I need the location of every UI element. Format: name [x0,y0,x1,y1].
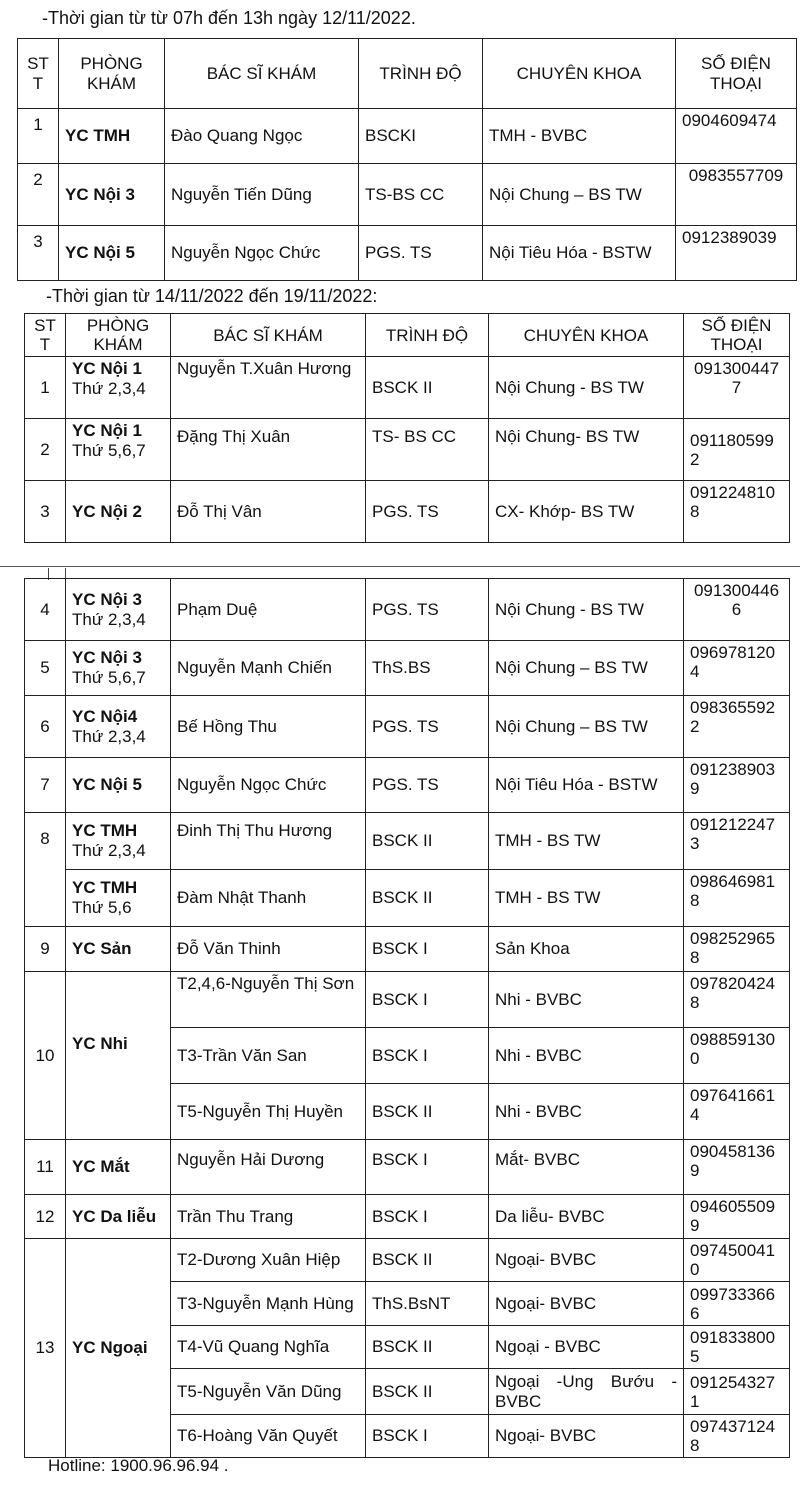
table-row [25,1239,790,1282]
table-row [25,972,790,1028]
room-days: Thứ 2,3,4 [72,609,146,629]
level-cell: PGS. TS [366,696,489,758]
table-row [25,927,790,972]
doctor-cell: T2,4,6-Nguyễn Thị Sơn [171,972,366,1028]
stt-cell: 3 [25,481,66,543]
doctor-cell: Đỗ Thị Vân [171,481,366,543]
room-cell [66,696,171,758]
header-level: TRÌNH ĐỘ [359,39,483,109]
specialty-cell: Ngoại- BVBC [489,1282,684,1326]
specialty-cell: Nội Chung- BS TW [489,419,684,481]
phone-cell: 0912248108 [684,481,790,543]
level-cell: PGS. TS [366,758,489,813]
specialty-cell: Nội Tiêu Hóa - BSTW [483,226,676,281]
phone-cell: 0986469818 [684,870,790,927]
room-cell [66,357,171,419]
table-row [25,813,790,870]
level-cell: ThS.BsNT [366,1282,489,1326]
stt-cell: 6 [25,696,66,758]
header-specialty: CHUYÊN KHOA [489,314,684,357]
phone-cell: 0913004477 [684,357,790,419]
specialty-cell: Ngoại- BVBC [489,1415,684,1458]
phone-cell: 0969781204 [684,641,790,696]
room-name: YC Mắt [72,1157,130,1177]
room-name: YC Nội 5 [72,775,142,795]
phone-cell: 0983557709 [676,164,797,226]
doctor-cell: Nguyễn Hải Dương [171,1140,366,1195]
room-name: YC Sản [72,939,132,959]
phone-cell: 0974371248 [684,1415,790,1458]
doctor-cell: Trần Thu Trang [171,1195,366,1239]
table-row [25,758,790,813]
room-name: YC Nội 1 [72,359,142,379]
stt-cell: 8 [25,813,66,927]
level-cell: BSCK I [366,1028,489,1084]
doctor-cell: T6-Hoàng Văn Quyết [171,1415,366,1458]
doctor-cell: T3-Trần Văn San [171,1028,366,1084]
specialty-cell: TMH - BS TW [489,813,684,870]
level-cell: BSCK II [366,1326,489,1369]
room-days: Thứ 2,3,4 [72,841,146,860]
room-name: YC Nội 3 [65,184,135,204]
room-cell [66,972,171,1140]
stt-cell: 3 [18,226,59,281]
doctor-cell: Đinh Thị Thu Hương [171,813,366,870]
room-name: YC Nội 3 [72,589,142,609]
stt-cell: 4 [25,579,66,641]
phone-cell: 0978204248 [684,972,790,1028]
phone-cell: 0912389039 [676,226,797,281]
room-cell [66,813,171,870]
hotline-text: Hotline: 1900.96.96.94 . [48,1456,229,1475]
room-name: YC Da liễu [72,1206,157,1226]
table-row [25,1140,790,1195]
level-cell: PGS. TS [366,579,489,641]
doctor-cell: Đỗ Văn Thinh [171,927,366,972]
level-cell: BSCK I [366,1195,489,1239]
table-row [18,164,797,226]
room-cell [59,164,165,226]
stt-cell: 2 [18,164,59,226]
header-room: PHÒNG KHÁM [59,39,165,109]
table-row [25,579,790,641]
stt-cell: 1 [25,357,66,419]
specialty-cell: Nội Chung – BS TW [489,641,684,696]
specialty-cell: TMH - BS TW [489,870,684,927]
doctor-cell: Đặng Thị Xuân [171,419,366,481]
specialty-cell: Ngoại - BVBC [489,1326,684,1369]
level-cell: PGS. TS [366,481,489,543]
room-cell [66,1140,171,1195]
room-cell [59,226,165,281]
phone-cell: 0976416614 [684,1084,790,1140]
specialty-cell: CX- Khớp- BS TW [489,481,684,543]
phone-cell: 0904609474 [676,109,797,164]
table-row [18,109,797,164]
level-cell: BSCK I [366,1415,489,1458]
room-cell [66,927,171,972]
specialty-cell: TMH - BVBC [483,109,676,164]
phone-cell: 0912122473 [684,813,790,870]
room-name: YC Nội 3 [72,648,142,668]
room-days: Thứ 5,6,7 [72,440,146,460]
schedule-table-1 [17,38,797,281]
specialty-cell: Ngoại -Ung Bướu - BVBC [489,1369,684,1415]
specialty-cell: Nội Chung – BS TW [483,164,676,226]
room-days: Thứ 2,3,4 [72,378,146,398]
table-row [25,870,790,927]
specialty-cell: Nội Chung - BS TW [489,357,684,419]
level-cell: TS- BS CC [366,419,489,481]
level-cell: BSCK II [366,1239,489,1282]
phone-cell: 0982529658 [684,927,790,972]
room-name: YC Nội4 [72,706,138,726]
table-header-row [18,39,797,109]
table-row [25,357,790,419]
level-cell: ThS.BS [366,641,489,696]
specialty-cell: Da liễu- BVBC [489,1195,684,1239]
room-cell [66,641,171,696]
stt-cell: 2 [25,419,66,481]
doctor-cell: T4-Vũ Quang Nghĩa [171,1326,366,1369]
doctor-cell: T2-Dương Xuân Hiệp [171,1239,366,1282]
doctor-cell: Nguyễn Ngọc Chức [171,758,366,813]
phone-cell: 0997333666 [684,1282,790,1326]
stt-cell: 5 [25,641,66,696]
header-level: TRÌNH ĐỘ [366,314,489,357]
specialty-cell: Nội Chung - BS TW [489,579,684,641]
header-phone: SỐ ĐIỆN THOẠI [684,314,790,357]
phone-cell: 0904581369 [684,1140,790,1195]
specialty-cell: Mắt- BVBC [489,1140,684,1195]
table-row [25,481,790,543]
stt-cell: 11 [25,1140,66,1195]
doctor-cell: Nguyễn T.Xuân Hương [171,357,366,419]
room-days: Thứ 5,6,7 [72,668,146,687]
doctor-cell: T3-Nguyễn Mạnh Hùng [171,1282,366,1326]
level-cell: BSCK II [366,1369,489,1415]
phone-cell: 0911805992 [684,419,790,481]
schedule-table-2 [24,313,790,543]
doctor-cell: Đào Quang Ngọc [165,109,359,164]
room-days: Thứ 2,3,4 [72,726,146,746]
room-cell [66,870,171,927]
room-name: YC Nội 2 [72,501,142,521]
room-name: YC TMH [65,126,131,146]
room-days: Thứ 5,6 [72,898,132,917]
table-row [25,641,790,696]
doctor-cell: Bế Hồng Thu [171,696,366,758]
room-name: YC Nhi [72,1034,128,1053]
phone-cell: 0946055099 [684,1195,790,1239]
room-name: YC Nội 5 [65,243,135,263]
doctor-cell: T5-Nguyễn Văn Dũng [171,1369,366,1415]
stt-cell: 9 [25,927,66,972]
stt-cell: 12 [25,1195,66,1239]
room-cell [66,579,171,641]
table-row [18,226,797,281]
doctor-cell: T5-Nguyễn Thị Huyền [171,1084,366,1140]
level-cell: BSCK I [366,927,489,972]
stt-cell: 13 [25,1239,66,1458]
specialty-cell: Nội Tiêu Hóa - BSTW [489,758,684,813]
table-row [25,1195,790,1239]
table-header-row [25,314,790,357]
level-cell: BSCK II [366,1084,489,1140]
room-name: YC TMH [72,878,138,898]
doctor-cell: Nguyễn Tiến Dũng [165,164,359,226]
page-break-line [0,566,800,567]
section1-heading: -Thời gian từ từ 07h đến 13h ngày 12/11/2022. [42,8,416,28]
header-doctor: BÁC SĨ KHÁM [171,314,366,357]
room-cell [66,1195,171,1239]
header-specialty: CHUYÊN KHOA [483,39,676,109]
level-cell: BSCK I [366,972,489,1028]
section2-heading: -Thời gian từ 14/11/2022 đến 19/11/2022: [46,286,378,306]
specialty-cell: Nhi - BVBC [489,1028,684,1084]
level-cell: TS-BS CC [359,164,483,226]
level-cell: BSCKI [359,109,483,164]
room-name: YC Nội 1 [72,421,142,441]
phone-cell: 0912543271 [684,1369,790,1415]
header-stt: ST T [25,314,66,357]
header-doctor: BÁC SĨ KHÁM [165,39,359,109]
stt-cell: 7 [25,758,66,813]
doctor-cell: Phạm Duệ [171,579,366,641]
phone-cell: 0913004466 [684,579,790,641]
room-cell [59,109,165,164]
specialty-cell: Ngoại- BVBC [489,1239,684,1282]
doctor-cell: Nguyễn Mạnh Chiến [171,641,366,696]
table-row [25,696,790,758]
doctor-cell: Đàm Nhật Thanh [171,870,366,927]
table-row [25,419,790,481]
specialty-cell: Nội Chung – BS TW [489,696,684,758]
level-cell: BSCK II [366,813,489,870]
level-cell: BSCK II [366,357,489,419]
header-room: PHÒNG KHÁM [66,314,171,357]
header-phone: SỐ ĐIỆN THOẠI [676,39,797,109]
room-name: YC TMH [72,821,138,841]
room-cell [66,758,171,813]
specialty-cell: Sản Khoa [489,927,684,972]
room-name: YC Ngoại [72,1338,148,1358]
room-cell [66,419,171,481]
schedule-table-3 [24,578,790,1458]
room-cell [66,1239,171,1458]
room-cell [66,481,171,543]
specialty-cell: Nhi - BVBC [489,972,684,1028]
phone-cell: 0988591300 [684,1028,790,1084]
level-cell: BSCK II [366,870,489,927]
phone-cell: 0912389039 [684,758,790,813]
level-cell: PGS. TS [359,226,483,281]
stt-cell: 10 [25,972,66,1140]
doctor-cell: Nguyễn Ngọc Chức [165,226,359,281]
specialty-cell: Nhi - BVBC [489,1084,684,1140]
header-stt: ST T [18,39,59,109]
phone-cell: 0918338005 [684,1326,790,1369]
phone-cell: 0983655922 [684,696,790,758]
stt-cell: 1 [18,109,59,164]
phone-cell: 0974500410 [684,1239,790,1282]
level-cell: BSCK I [366,1140,489,1195]
